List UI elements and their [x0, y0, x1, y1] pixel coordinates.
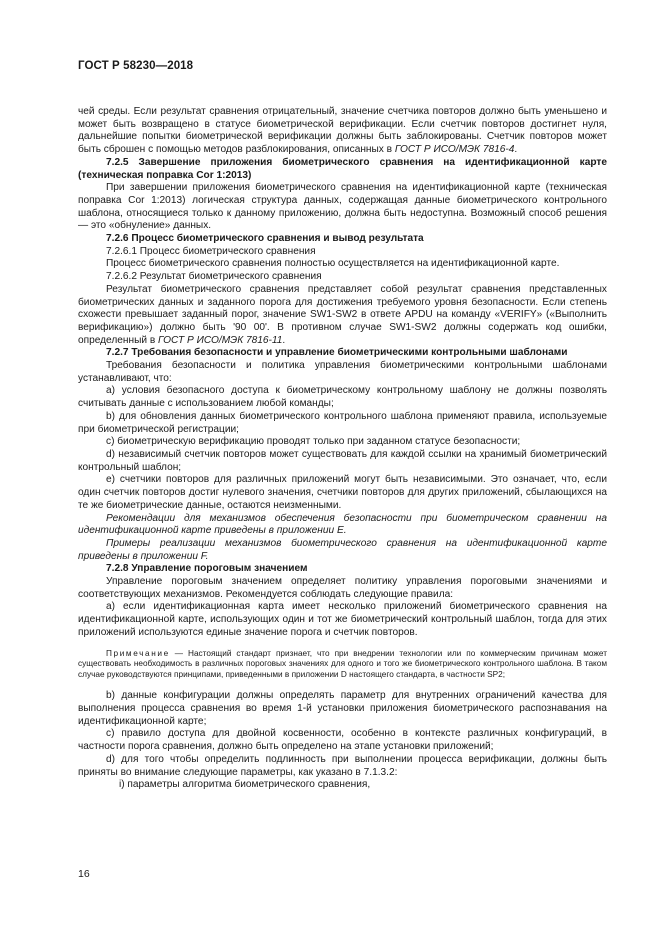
subsection-heading-7-2-6-2: 7.2.6.2 Результат биометрического сравнения [106, 271, 322, 283]
paragraph: Управление пороговым значением определяет политику управления пороговыми значениями и соответствующих механизмов. Рекомендуется соблюдать следующие правила: [78, 576, 607, 600]
note: Примечание — Настоящий стандарт признает, что при внедрении технологии или по коммерческим причинам может существовать необходимость в различных пороговых значениях для одного и того же биометрического контрольного шаблона. В таком случае руководствуются принципами, приведенными в приложении D настоящего стандарта, в частности SP2; [78, 648, 607, 679]
list-item: a) условия безопасного доступа к биометрическому контрольному шаблону не должны позволять считывать данные с использованием любой команды; [78, 385, 607, 410]
sub-list-item: i) параметры алгоритма биометрического сравнения, [119, 779, 371, 791]
paragraph: При завершении приложения биометрического сравнения на идентификационной карте (техническая поправка Cor 1:2013) логическая структура данных, содержащая данные биометрического контрольного шаблона, относящиеся только к данному приложению, должна быть недоступна. Возможный способ решения — это «обнуление» данных. [78, 182, 607, 232]
subsection-heading-7-2-6-1: 7.2.6.1 Процесс биометрического сравнения [106, 245, 316, 257]
standard-reference: ГОСТ Р ИСО/МЭК 7816-4 [394, 144, 515, 156]
list-item: b) данные конфигурации должны определять параметр для внутренних ограничений качества для выполнения процесса сравнения во время 1-й установки приложения биометрического распознавания на идентификационной карте; [78, 690, 607, 727]
paragraph: чей среды. Если результат сравнения отрицательный, значение счетчика повторов должно быть уменьшено и может быть возвращено в статусе биометрической верификации. Если счетчик повторов достигнет нуля, дальнейшие попытки биометрической верификации должны быть заблокированы. Счетчик повторов может быть сброшен с помощью методов разблокирования, описанных в ГОСТ Р ИСО/МЭК 7816-4. [78, 106, 607, 156]
list-item: a) если идентификационная карта имеет несколько приложений биометрического сравнения на идентификационной карте, использующих один и тот же биометрический контрольный шаблон, тогда для этих приложений используются единые значение порога и счетчик повторов. [78, 601, 607, 638]
section-heading-7-2-6: 7.2.6 Процесс биометрического сравнения и вывод результата [106, 233, 424, 245]
document-body [78, 106, 607, 792]
section-heading-7-2-8: 7.2.8 Управление пороговым значением [106, 563, 308, 575]
section-heading-7-2-5: 7.2.5 Завершение приложения биометрического сравнения на идентификационной карте (техническая поправка Cor 1:2013) [78, 156, 607, 181]
recommendation-note: Рекомендации для механизмов обеспечения безопасности при биометрическом сравнении на идентификационной карте приведены в приложении E. [78, 512, 607, 537]
list-item: c) правило доступа для двойной косвенности, особенно в контексте различных конфигураций, в частности порога сравнения, должно быть определено на этапе установки приложений; [78, 728, 607, 753]
examples-note: Примеры реализации механизмов биометрического сравнения на идентификационной карте приведены в приложении F. [78, 537, 607, 562]
standard-reference: ГОСТ Р ИСО/МЭК 7816-11 [158, 334, 283, 346]
section-heading-7-2-7: 7.2.7 Требования безопасности и управление биометрическими контрольными шаблонами [106, 347, 568, 359]
page-number: 16 [78, 868, 90, 880]
list-item: d) независимый счетчик повторов может существовать для каждой ссылки на хранимый биометрический контрольный шаблон; [78, 448, 607, 473]
note-label: Примечание [106, 648, 170, 658]
list-item: c) биометрическую верификацию проводят только при заданном статусе безопасности; [106, 436, 521, 448]
list-item: d) для того чтобы определить подлинность при выполнении процесса верификации, должны быть приняты во внимание следующие параметры, как указано в 7.1.3.2: [78, 753, 607, 778]
list-item: b) для обновления данных биометрического контрольного шаблона применяют правила, используемые при биометрической регистрации; [78, 410, 607, 435]
page-header: ГОСТ Р 58230—2018 [78, 60, 194, 72]
paragraph: Процесс биометрического сравнения полностью осуществляется на идентификационной карте. [106, 258, 560, 270]
paragraph: Результат биометрического сравнения представляет собой результат сравнения представленных биометрических данных и заданного порога для достижения требуемого уровня безопасности. Если степень схожести превышает заданный порог, значение SW1-SW2 в ответе APDU на команду «VERIFY» («Выполнить верификацию») должно быть '90 00'. В противном случае SW1-SW2 должны содержать код ошибки, определенный в ГОСТ Р ИСО/МЭК 7816-11. [78, 283, 607, 346]
list-item: e) счетчики повторов для различных приложений могут быть независимыми. Это означает, что, если один счетчик повторов достиг нулевого значения, счетчики повторов для других приложений, сбылающихся на те же биометрические данные, остаются неизменными. [78, 474, 607, 511]
paragraph: Требования безопасности и политика управления биометрическими контрольными шаблонами устанавливают, что: [78, 360, 607, 384]
